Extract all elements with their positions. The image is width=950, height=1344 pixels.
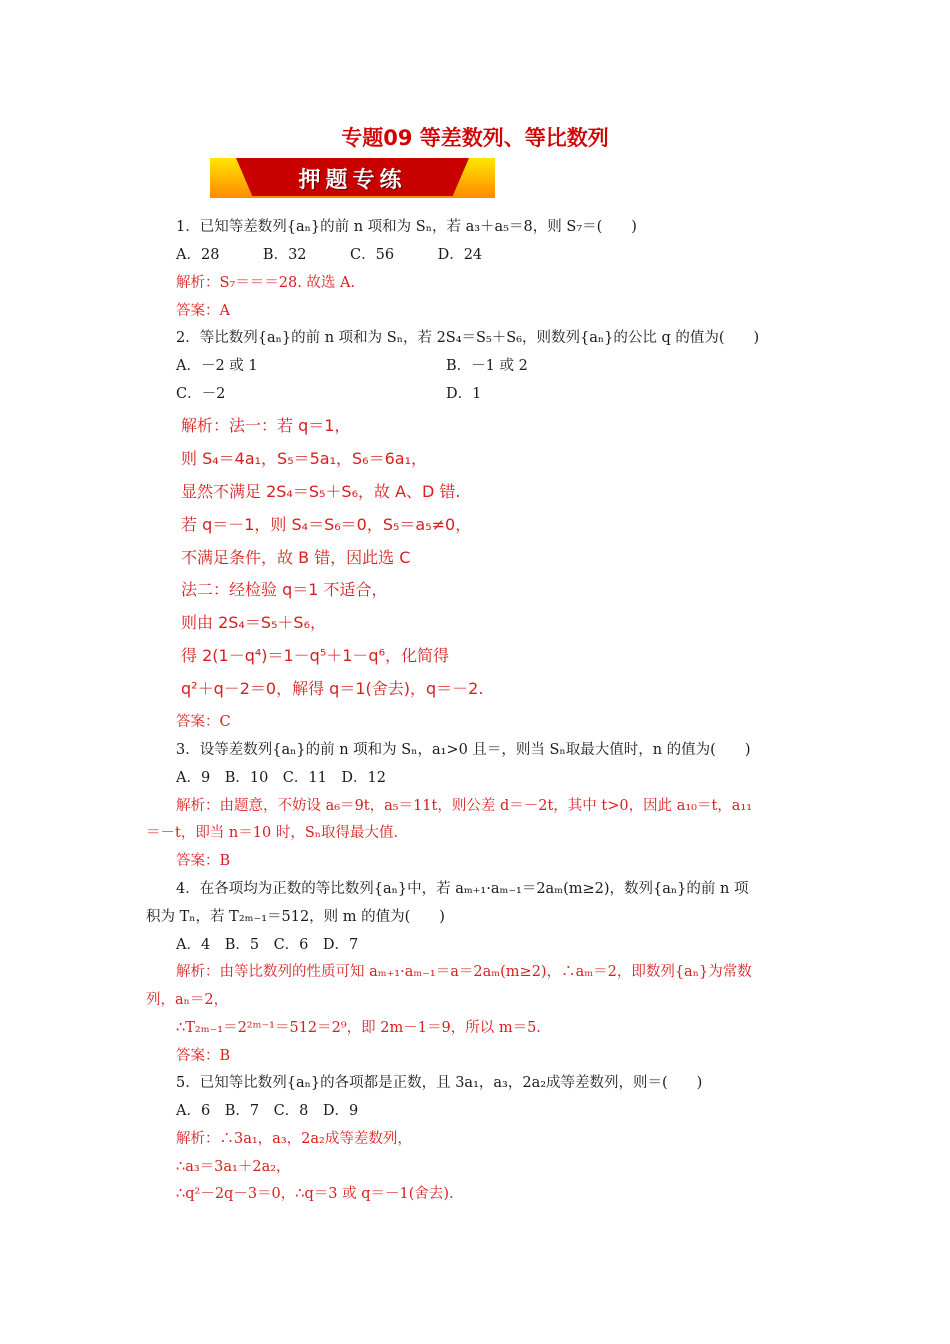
- solution-line: 解析：法一：若 q＝1，: [181, 416, 351, 435]
- question-line: 2．等比数列{aₙ}的前 n 项和为 Sₙ，若 2S₄＝S₅＋S₆，则数列{aₙ}的公比 q 的值为( ): [176, 330, 760, 346]
- solution-line: 若 q＝－1，则 S₄＝S₆＝0，S₅＝a₅≠0，: [181, 515, 472, 534]
- banner-label: 押题专练: [298, 168, 407, 193]
- solution-line: q²＋q－2＝0，解得 q＝1(舍去)，q＝－2.: [181, 679, 484, 698]
- solution-line: 法二：经检验 q＝1 不适合，: [181, 580, 388, 599]
- question-line: A．28 B．32 C．56 D．24: [176, 247, 483, 263]
- solution-line: ∴q²－2q－3＝0，∴q＝3 或 q＝－1(舍去).: [176, 1186, 454, 1202]
- question-line: A．9 B．10 C．11 D．12: [176, 770, 386, 786]
- question-line: 5．已知等比数列{aₙ}的各项都是正数，且 3a₁，a₃，2a₂成等差数列，则＝( ): [176, 1075, 703, 1091]
- solution-line: 答案：A: [176, 303, 230, 319]
- solution-line: 得 2(1－q⁴)＝1－q⁵＋1－q⁶，化简得: [181, 646, 450, 665]
- solution-line: ＝－t，即当 n＝10 时，Sₙ取得最大值.: [146, 825, 399, 841]
- question-line: C．－2: [176, 386, 226, 402]
- solution-line: 答案：B: [176, 853, 231, 869]
- solution-line: 解析：S₇＝＝＝28. 故选 A.: [176, 275, 356, 291]
- page-title: 专题09 等差数列、等比数列: [341, 126, 609, 150]
- question-line: B．－1 或 2: [446, 358, 528, 374]
- solution-line: ∴a₃＝3a₁＋2a₂，: [176, 1159, 291, 1175]
- solution-line: ∴T₂ₘ₋₁＝2²ᵐ⁻¹＝512＝2⁹，即 2m－1＝9，所以 m＝5.: [176, 1020, 541, 1036]
- solution-line: 答案：B: [176, 1048, 231, 1064]
- solution-line: 不满足条件，故 B 错，因此选 C: [181, 548, 411, 567]
- solution-line: 解析：由等比数列的性质可知 aₘ₊₁·aₘ₋₁＝a＝2aₘ(m≥2)，∴aₘ＝2，即数列{aₙ}为常数: [176, 964, 752, 980]
- solution-line: 则 S₄＝4a₁，S₅＝5a₁，S₆＝6a₁，: [181, 449, 427, 468]
- question-line: A．－2 或 1: [176, 358, 258, 374]
- solution-line: 答案：C: [176, 714, 231, 730]
- question-line: 3．设等差数列{aₙ}的前 n 项和为 Sₙ，a₁>0 且＝，则当 Sₙ取最大值时，n 的值为( ): [176, 742, 751, 758]
- solution-line: 则由 2S₄＝S₅＋S₆，: [181, 613, 326, 632]
- question-line: A．6 B．7 C．8 D．9: [176, 1103, 359, 1119]
- question-line: 4．在各项均为正数的等比数列{aₙ}中，若 aₘ₊₁·aₘ₋₁＝2aₘ(m≥2)，数列{aₙ}的前 n 项: [176, 881, 749, 897]
- solution-line: 列，aₙ＝2，: [146, 992, 229, 1008]
- question-line: A．4 B．5 C．6 D．7: [176, 937, 359, 953]
- question-line: 1．已知等差数列{aₙ}的前 n 项和为 Sₙ，若 a₃＋a₅＝8，则 S₇＝( ): [176, 219, 637, 235]
- question-line: D．1: [446, 386, 482, 402]
- solution-line: 解析：由题意，不妨设 a₆＝9t，a₅＝11t，则公差 d＝－2t，其中 t>0，因此 a₁₀＝t，a₁₁: [176, 798, 753, 814]
- solution-line: 显然不满足 2S₄＝S₅＋S₆，故 A、D 错.: [181, 482, 461, 501]
- question-line: 积为 Tₙ，若 T₂ₘ₋₁＝512，则 m 的值为( ): [146, 909, 445, 925]
- banner: [210, 158, 495, 198]
- solution-line: 解析：∴3a₁，a₃，2a₂成等差数列，: [176, 1131, 412, 1147]
